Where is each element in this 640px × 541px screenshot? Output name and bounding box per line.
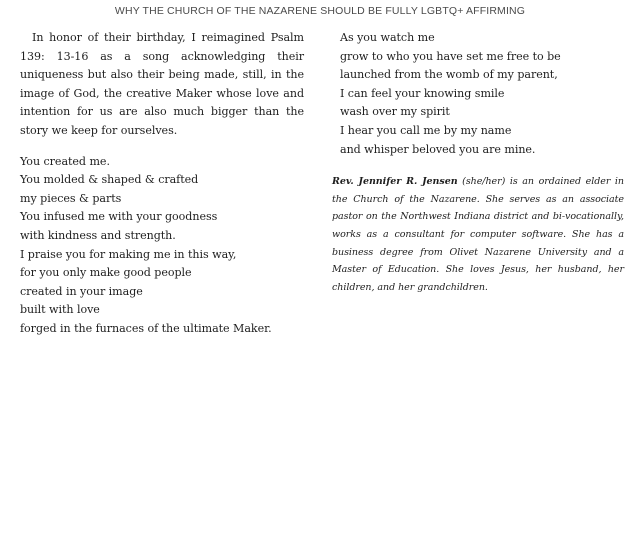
poem-stanza-right (332, 29, 624, 159)
poem-line: my pieces & parts (20, 191, 122, 205)
author-name: Rev. Jennifer R. Jensen (332, 176, 458, 188)
poem-line: I hear you call me by my name (340, 123, 512, 137)
poem-line: for you only make good people (20, 266, 192, 280)
right-column (332, 29, 624, 296)
poem-line: You molded & shaped & crafted (20, 173, 199, 187)
poem-line: built with love (20, 303, 100, 317)
left-column (20, 29, 304, 339)
poem-stanza-left (20, 153, 304, 339)
poem-line: with kindness and strength. (20, 228, 176, 242)
author-bio-text: (she/her) is an ordained elder in the Church of the Nazarene. She serves as an associate pastor on the Northwest Indiana district and bi-vocationally, works as a consultant for computer software. She has a business degree from Olivet Nazarene University and a Master of Education. She loves Jesus, her husband, her children, and her grandchildren. (332, 176, 624, 293)
running-header: WHY THE CHURCH OF THE NAZARENE SHOULD BE FULLY LGBTQ+ AFFIRMING (114, 5, 526, 17)
author-bio (332, 173, 624, 296)
poem-line: As you watch me (340, 31, 435, 44)
poem-line: I praise you for making me in this way, (20, 247, 237, 261)
poem-line: grow to who you have set me free to be (340, 49, 561, 63)
intro-paragraph: In honor of their birthday, I reimagined Psalm 139: 13-16 as a song acknowledging their uniqueness but also their being made, still, in the image of God, the creative Maker whose love and intention for us are also much bigger than the story we keep for ourselves. (20, 31, 304, 137)
poem-line: forged in the furnaces of the ultimate Maker. (20, 321, 272, 335)
poem-line: wash over my spirit (340, 105, 450, 119)
poem-line: created in your image (20, 284, 143, 298)
poem-line: You created me. (20, 154, 110, 168)
poem-line: You infused me with your goodness (20, 210, 218, 224)
poem-line: launched from the womb of my parent, (340, 68, 558, 82)
poem-line: I can feel your knowing smile (340, 86, 505, 100)
poem-line: and whisper beloved you are mine. (340, 142, 536, 156)
